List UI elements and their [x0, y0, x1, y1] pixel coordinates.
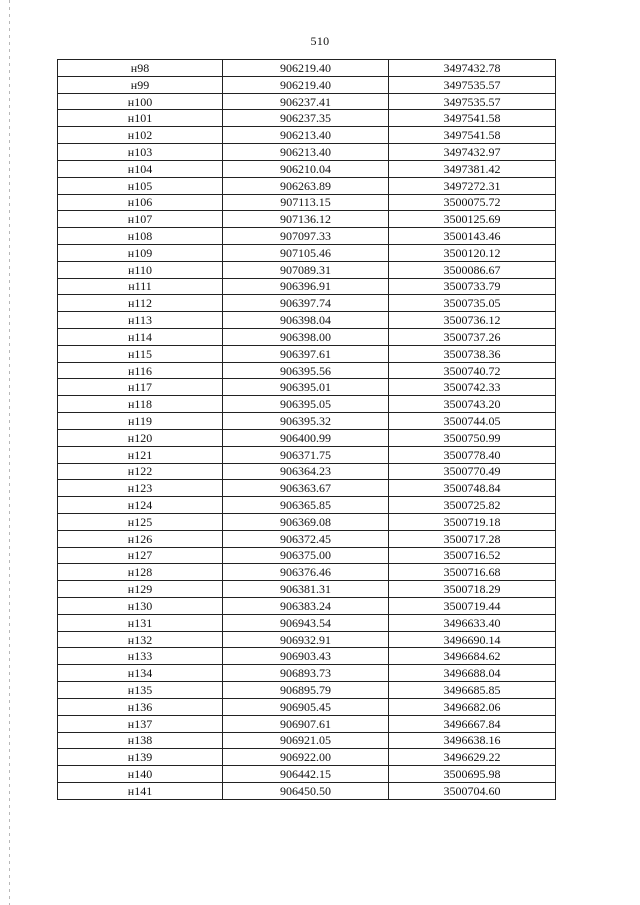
table-row — [58, 211, 556, 228]
point-id-cell: н134 — [58, 665, 223, 682]
y-coordinate-cell: 3500120.12 — [389, 244, 556, 261]
y-coordinate-cell: 3497535.57 — [389, 76, 556, 93]
table-row — [58, 312, 556, 329]
y-coordinate-cell: 3500750.99 — [389, 429, 556, 446]
point-id-cell: н103 — [58, 144, 223, 161]
point-id-cell: н106 — [58, 194, 223, 211]
table-row — [58, 76, 556, 93]
y-coordinate-cell: 3500716.52 — [389, 547, 556, 564]
x-coordinate-cell: 906210.04 — [223, 160, 389, 177]
table-row — [58, 144, 556, 161]
table-row — [58, 665, 556, 682]
x-coordinate-cell: 906376.46 — [223, 564, 389, 581]
table-row — [58, 329, 556, 346]
table-row — [58, 429, 556, 446]
point-id-cell: н133 — [58, 648, 223, 665]
point-id-cell: н108 — [58, 228, 223, 245]
table-row — [58, 648, 556, 665]
y-coordinate-cell: 3496682.06 — [389, 698, 556, 715]
x-coordinate-cell: 906371.75 — [223, 446, 389, 463]
x-coordinate-cell: 906921.05 — [223, 732, 389, 749]
y-coordinate-cell: 3497541.58 — [389, 127, 556, 144]
y-coordinate-cell: 3497272.31 — [389, 177, 556, 194]
y-coordinate-cell: 3496684.62 — [389, 648, 556, 665]
point-id-cell: н123 — [58, 480, 223, 497]
x-coordinate-cell: 906398.00 — [223, 329, 389, 346]
y-coordinate-cell: 3496629.22 — [389, 749, 556, 766]
y-coordinate-cell: 3500744.05 — [389, 413, 556, 430]
x-coordinate-cell: 906907.61 — [223, 715, 389, 732]
y-coordinate-cell: 3500719.18 — [389, 513, 556, 530]
table-row — [58, 93, 556, 110]
y-coordinate-cell: 3500748.84 — [389, 480, 556, 497]
table-row — [58, 278, 556, 295]
table-row — [58, 732, 556, 749]
point-id-cell: н132 — [58, 631, 223, 648]
table-row — [58, 396, 556, 413]
x-coordinate-cell: 907105.46 — [223, 244, 389, 261]
y-coordinate-cell: 3500740.72 — [389, 362, 556, 379]
table-row — [58, 127, 556, 144]
table-row — [58, 362, 556, 379]
y-coordinate-cell: 3500716.68 — [389, 564, 556, 581]
point-id-cell: н122 — [58, 463, 223, 480]
x-coordinate-cell: 906398.04 — [223, 312, 389, 329]
x-coordinate-cell: 906369.08 — [223, 513, 389, 530]
x-coordinate-cell: 906397.61 — [223, 345, 389, 362]
y-coordinate-cell: 3496690.14 — [389, 631, 556, 648]
point-id-cell: н110 — [58, 261, 223, 278]
page-number: 510 — [310, 34, 330, 48]
table-row — [58, 614, 556, 631]
y-coordinate-cell: 3500742.33 — [389, 379, 556, 396]
x-coordinate-cell: 907113.15 — [223, 194, 389, 211]
table-row — [58, 345, 556, 362]
point-id-cell: н138 — [58, 732, 223, 749]
x-coordinate-cell: 906213.40 — [223, 127, 389, 144]
point-id-cell: н119 — [58, 413, 223, 430]
x-coordinate-cell: 906903.43 — [223, 648, 389, 665]
y-coordinate-cell: 3500738.36 — [389, 345, 556, 362]
table-row — [58, 715, 556, 732]
y-coordinate-cell: 3500743.20 — [389, 396, 556, 413]
y-coordinate-cell: 3500735.05 — [389, 295, 556, 312]
table-row — [58, 160, 556, 177]
x-coordinate-cell: 906397.74 — [223, 295, 389, 312]
table-row — [58, 766, 556, 783]
x-coordinate-cell: 906395.32 — [223, 413, 389, 430]
x-coordinate-cell: 906395.05 — [223, 396, 389, 413]
table-row — [58, 379, 556, 396]
point-id-cell: н113 — [58, 312, 223, 329]
y-coordinate-cell: 3500725.82 — [389, 497, 556, 514]
x-coordinate-cell: 907136.12 — [223, 211, 389, 228]
point-id-cell: н126 — [58, 530, 223, 547]
table-row — [58, 564, 556, 581]
y-coordinate-cell: 3497535.57 — [389, 93, 556, 110]
table-row — [58, 581, 556, 598]
x-coordinate-cell: 906365.85 — [223, 497, 389, 514]
y-coordinate-cell: 3500719.44 — [389, 598, 556, 615]
x-coordinate-cell: 906905.45 — [223, 698, 389, 715]
point-id-cell: н140 — [58, 766, 223, 783]
point-id-cell: н131 — [58, 614, 223, 631]
x-coordinate-cell: 906363.67 — [223, 480, 389, 497]
x-coordinate-cell: 907097.33 — [223, 228, 389, 245]
x-coordinate-cell: 906372.45 — [223, 530, 389, 547]
table-row — [58, 749, 556, 766]
y-coordinate-cell: 3496667.84 — [389, 715, 556, 732]
x-coordinate-cell: 906219.40 — [223, 76, 389, 93]
y-coordinate-cell: 3500695.98 — [389, 766, 556, 783]
y-coordinate-cell: 3500086.67 — [389, 261, 556, 278]
y-coordinate-cell: 3500717.28 — [389, 530, 556, 547]
x-coordinate-cell: 906237.41 — [223, 93, 389, 110]
point-id-cell: н112 — [58, 295, 223, 312]
table-row — [58, 631, 556, 648]
table-row — [58, 177, 556, 194]
table-row — [58, 698, 556, 715]
point-id-cell: н141 — [58, 782, 223, 799]
y-coordinate-cell: 3500704.60 — [389, 782, 556, 799]
point-id-cell: н111 — [58, 278, 223, 295]
table-row — [58, 598, 556, 615]
table-row — [58, 110, 556, 127]
point-id-cell: н116 — [58, 362, 223, 379]
point-id-cell: н130 — [58, 598, 223, 615]
x-coordinate-cell: 906395.56 — [223, 362, 389, 379]
point-id-cell: н135 — [58, 682, 223, 699]
point-id-cell: н127 — [58, 547, 223, 564]
y-coordinate-cell: 3500770.49 — [389, 463, 556, 480]
point-id-cell: н118 — [58, 396, 223, 413]
table-row — [58, 513, 556, 530]
table-row — [58, 261, 556, 278]
y-coordinate-cell: 3496638.16 — [389, 732, 556, 749]
table-row — [58, 463, 556, 480]
table-row — [58, 446, 556, 463]
point-id-cell: н104 — [58, 160, 223, 177]
x-coordinate-cell: 906381.31 — [223, 581, 389, 598]
table-row — [58, 782, 556, 799]
x-coordinate-cell: 907089.31 — [223, 261, 389, 278]
point-id-cell: н109 — [58, 244, 223, 261]
point-id-cell: н100 — [58, 93, 223, 110]
x-coordinate-cell: 906219.40 — [223, 60, 389, 77]
y-coordinate-cell: 3497432.97 — [389, 144, 556, 161]
table-row — [58, 228, 556, 245]
x-coordinate-cell: 906396.91 — [223, 278, 389, 295]
point-id-cell: н120 — [58, 429, 223, 446]
point-id-cell: н114 — [58, 329, 223, 346]
x-coordinate-cell: 906893.73 — [223, 665, 389, 682]
y-coordinate-cell: 3500733.79 — [389, 278, 556, 295]
point-id-cell: н136 — [58, 698, 223, 715]
x-coordinate-cell: 906237.35 — [223, 110, 389, 127]
point-id-cell: н99 — [58, 76, 223, 93]
y-coordinate-cell: 3496688.04 — [389, 665, 556, 682]
x-coordinate-cell: 906450.50 — [223, 782, 389, 799]
x-coordinate-cell: 906375.00 — [223, 547, 389, 564]
table-row — [58, 60, 556, 77]
point-id-cell: н139 — [58, 749, 223, 766]
y-coordinate-cell: 3500737.26 — [389, 329, 556, 346]
x-coordinate-cell: 906943.54 — [223, 614, 389, 631]
point-id-cell: н117 — [58, 379, 223, 396]
table-row — [58, 295, 556, 312]
point-id-cell: н105 — [58, 177, 223, 194]
y-coordinate-cell: 3497541.58 — [389, 110, 556, 127]
y-coordinate-cell: 3496685.85 — [389, 682, 556, 699]
x-coordinate-cell: 906932.91 — [223, 631, 389, 648]
table-row — [58, 530, 556, 547]
x-coordinate-cell: 906213.40 — [223, 144, 389, 161]
y-coordinate-cell: 3500718.29 — [389, 581, 556, 598]
table-row — [58, 413, 556, 430]
y-coordinate-cell: 3500125.69 — [389, 211, 556, 228]
x-coordinate-cell: 906400.99 — [223, 429, 389, 446]
x-coordinate-cell: 906383.24 — [223, 598, 389, 615]
x-coordinate-cell: 906442.15 — [223, 766, 389, 783]
y-coordinate-cell: 3500778.40 — [389, 446, 556, 463]
point-id-cell: н128 — [58, 564, 223, 581]
point-id-cell: н137 — [58, 715, 223, 732]
table-row — [58, 682, 556, 699]
y-coordinate-cell: 3500736.12 — [389, 312, 556, 329]
point-id-cell: н125 — [58, 513, 223, 530]
y-coordinate-cell: 3496633.40 — [389, 614, 556, 631]
point-id-cell: н107 — [58, 211, 223, 228]
x-coordinate-cell: 906395.01 — [223, 379, 389, 396]
point-id-cell: н101 — [58, 110, 223, 127]
point-id-cell: н124 — [58, 497, 223, 514]
x-coordinate-cell: 906895.79 — [223, 682, 389, 699]
coordinates-table — [57, 59, 556, 800]
point-id-cell: н102 — [58, 127, 223, 144]
y-coordinate-cell: 3497432.78 — [389, 60, 556, 77]
table-row — [58, 547, 556, 564]
margin-dotted-line — [9, 0, 10, 905]
y-coordinate-cell: 3497381.42 — [389, 160, 556, 177]
point-id-cell: н115 — [58, 345, 223, 362]
table-row — [58, 480, 556, 497]
table-row — [58, 497, 556, 514]
table-row — [58, 244, 556, 261]
x-coordinate-cell: 906263.89 — [223, 177, 389, 194]
point-id-cell: н129 — [58, 581, 223, 598]
point-id-cell: н98 — [58, 60, 223, 77]
y-coordinate-cell: 3500075.72 — [389, 194, 556, 211]
x-coordinate-cell: 906922.00 — [223, 749, 389, 766]
table-row — [58, 194, 556, 211]
y-coordinate-cell: 3500143.46 — [389, 228, 556, 245]
coordinates-table-body — [58, 60, 556, 800]
point-id-cell: н121 — [58, 446, 223, 463]
x-coordinate-cell: 906364.23 — [223, 463, 389, 480]
